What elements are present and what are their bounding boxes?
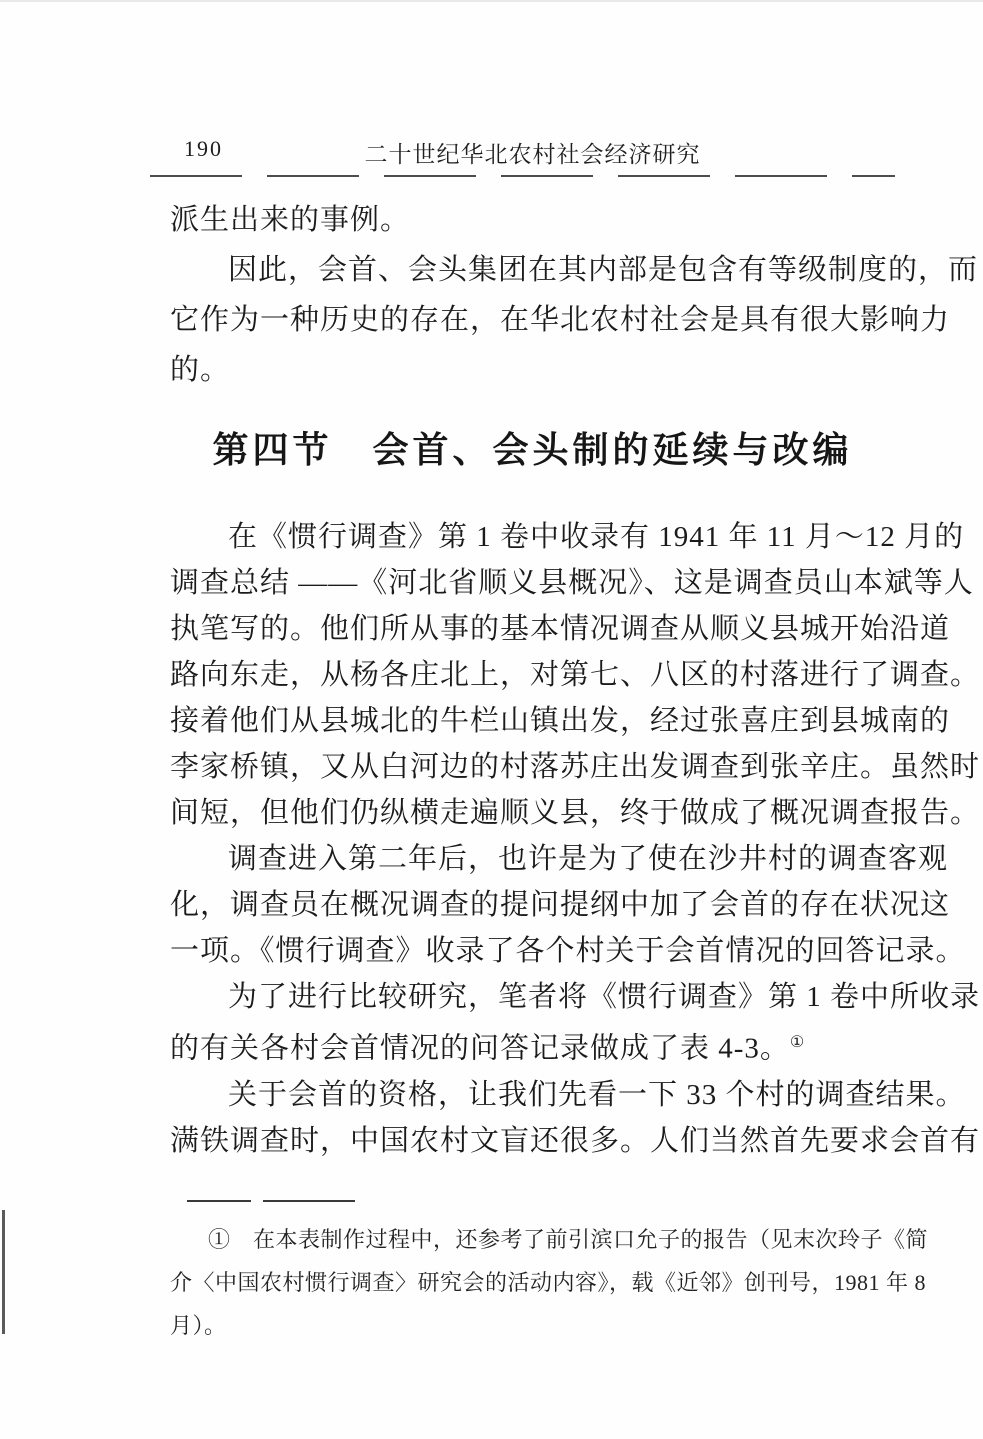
footnote — [170, 1218, 930, 1347]
text-line: 间短，但他们仍纵横走遍顺义县，终于做成了概况调查报告。 — [170, 797, 981, 829]
body-paragraphs — [170, 514, 981, 1164]
text-line: 派生出来的事例。 — [170, 204, 411, 236]
text-line-segment: 的有关各村会首情况的问答记录做成了表 4-3。 — [170, 1032, 790, 1065]
text-line: 化，调查员在概况调查的提问提纲中加了会首的存在状况这 — [170, 889, 951, 921]
text-line: 它作为一种历史的存在，在华北农村社会是具有很大影响力 — [170, 304, 951, 336]
intro-paragraphs — [170, 195, 979, 395]
footnote-line: ① 在本表制作过程中，还参考了前引滨口允子的报告（见末次玲子《简 — [208, 1227, 929, 1252]
section-heading: 第四节 会首、会头制的延续与改编 — [212, 430, 853, 470]
text-line: 满铁调查时，中国农村文盲还很多。人们当然首先要求会首有 — [170, 1124, 981, 1157]
text-line: 调查进入第二年后，也许是为了使在沙井村的调查客观 — [228, 843, 949, 875]
text-line: 关于会首的资格，让我们先看一下 33 个村的调查结果。 — [228, 1078, 966, 1111]
footnote-line: 月）。 — [170, 1313, 227, 1338]
text-line: 为了进行比较研究，笔者将《惯行调查》第 1 卷中所收录 — [228, 981, 981, 1013]
running-title: 二十世纪华北农村社会经济研究 — [364, 142, 701, 167]
page-header — [170, 136, 895, 168]
text-line: 执笔写的。他们所从事的基本情况调查从顺义县城开始沿道 — [170, 613, 951, 645]
footnote-line: 介〈中国农村惯行调查〉研究会的活动内容》，载《近邻》创刊号，1981 年 8 — [170, 1270, 927, 1295]
text-line: 因此，会首、会头集团在其内部是包含有等级制度的，而 — [228, 254, 979, 286]
footnote-separator-rule — [187, 1200, 355, 1202]
text-line: 一项。《惯行调查》收录了各个村关于会首情况的回答记录。 — [170, 935, 966, 967]
scan-spine-artifact — [2, 1210, 5, 1334]
header-rule — [150, 175, 895, 177]
text-line — [170, 1020, 910, 1072]
text-line: 路向东走，从杨各庄北上，对第七、八区的村落进行了调查。 — [170, 659, 981, 691]
text-line: 接着他们从县城北的牛栏山镇出发，经过张喜庄到县城南的 — [170, 705, 951, 737]
footnote-reference-mark: ① — [789, 1034, 805, 1051]
text-line: 在《惯行调查》第 1 卷中收录有 1941 年 11 月～12 月的 — [228, 521, 965, 553]
text-line: 调查总结 ——《河北省顺义县概况》、这是调查员山本斌等人 — [170, 567, 974, 599]
text-line: 李家桥镇，又从白河边的村落苏庄出发调查到张辛庄。虽然时 — [170, 751, 981, 783]
text-line: 的。 — [170, 354, 231, 386]
page-number: 190 — [184, 136, 223, 161]
